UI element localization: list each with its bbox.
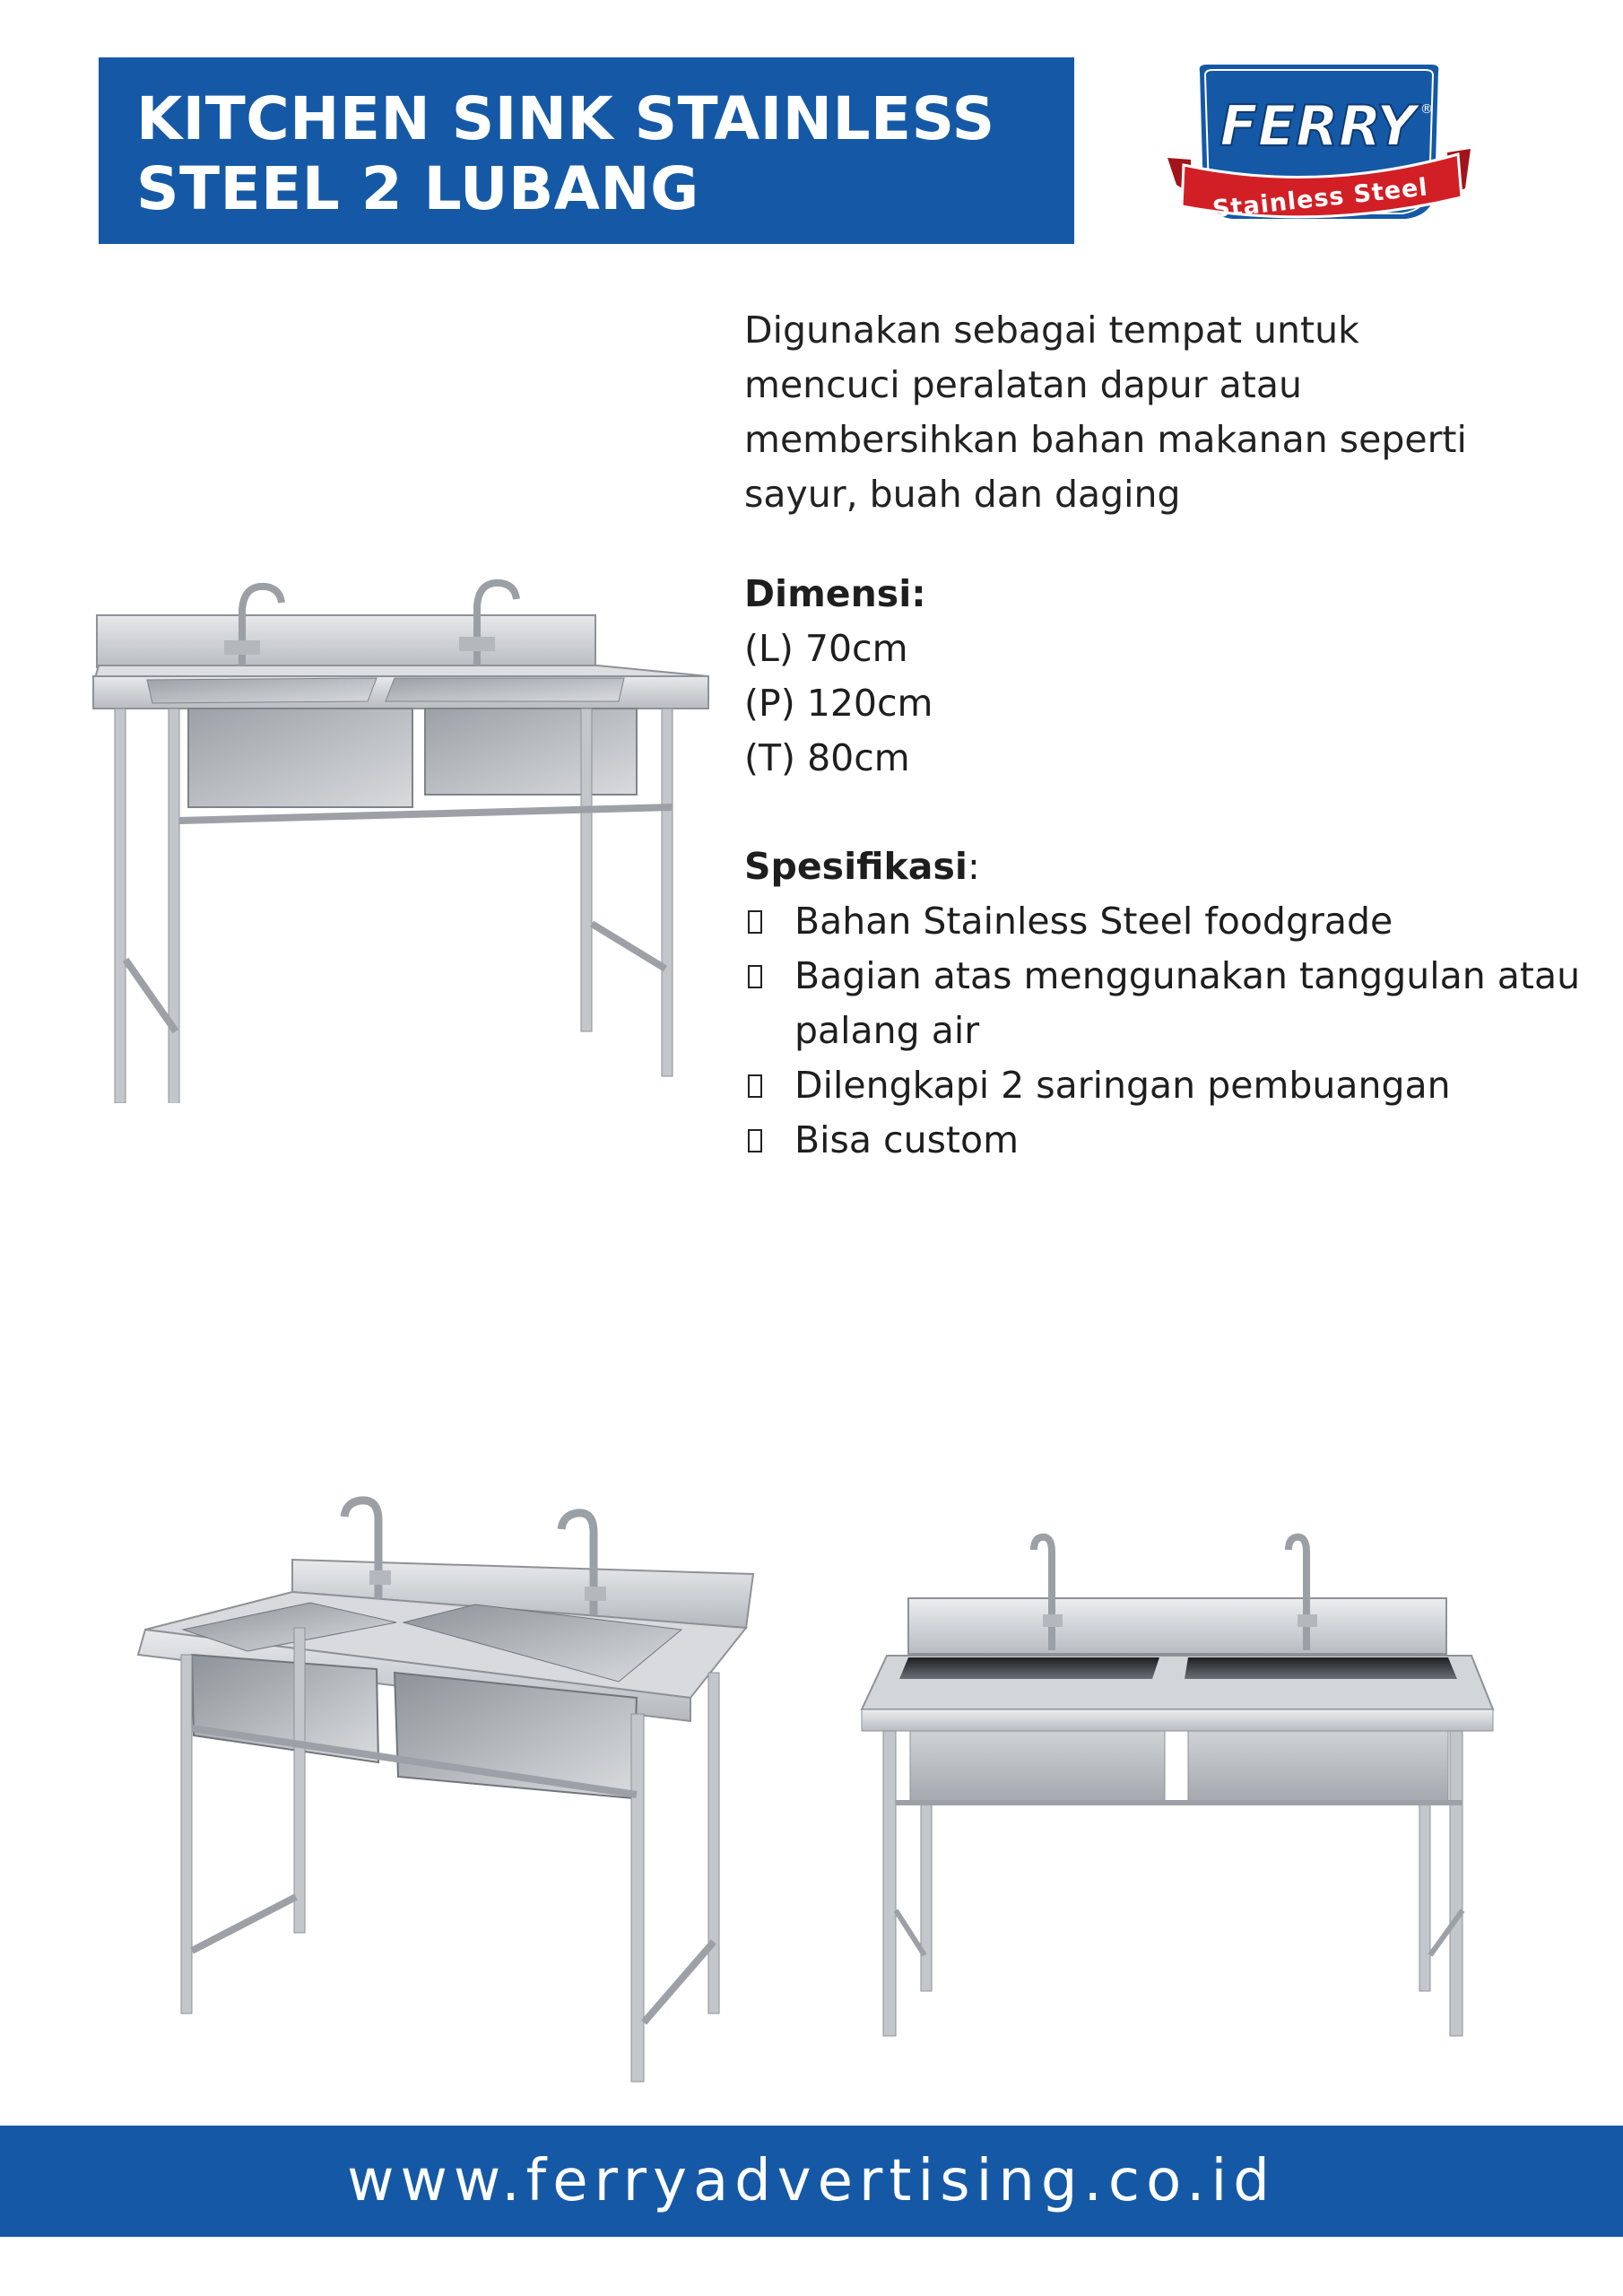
logo-brand: FERRY xyxy=(1219,93,1417,159)
title-line-1: KITCHEN SINK STAINLESS xyxy=(136,84,995,153)
dimensions-section xyxy=(744,567,933,786)
website-url[interactable]: www.ferryadvertising.co.id xyxy=(347,2148,1276,2214)
specifications-colon: : xyxy=(967,845,980,888)
title-line-2: STEEL 2 LUBANG xyxy=(136,154,699,223)
sink-image-main xyxy=(90,565,717,1103)
spec-item: Bahan Stainless Steel foodgrade xyxy=(744,894,1605,949)
specifications-heading: Spesifikasi xyxy=(744,845,968,888)
ferry-logo xyxy=(1164,59,1474,239)
spec-item: Dilengkapi 2 saringan pembuangan xyxy=(744,1058,1605,1113)
specifications-list xyxy=(744,894,1605,1168)
product-description xyxy=(744,303,1551,522)
checkbox-icon xyxy=(748,1129,762,1152)
checkbox-icon xyxy=(748,1074,762,1098)
dimension-length: (P) 120cm xyxy=(744,682,933,725)
description-line: sayur, buah dan daging xyxy=(744,473,1181,516)
specifications-heading-row xyxy=(744,839,1605,894)
checkbox-icon xyxy=(748,965,762,988)
dimensions-heading: Dimensi: xyxy=(744,572,926,615)
dimension-height: (T) 80cm xyxy=(744,736,910,779)
sink-image-angle xyxy=(135,1493,762,2085)
logo-registered: ® xyxy=(1420,102,1433,117)
specifications-section xyxy=(744,839,1605,1168)
logo-tagline: Stainless Steel xyxy=(1211,173,1430,224)
footer-bar xyxy=(0,2126,1623,2237)
description-line: Digunakan sebagai tempat untuk xyxy=(744,309,1359,352)
spec-item: Bagian atas menggunakan tanggulan atau palang air xyxy=(744,949,1605,1058)
sink-image-front xyxy=(856,1525,1502,2045)
dimension-width: (L) 70cm xyxy=(744,627,908,670)
title-banner xyxy=(99,57,1074,244)
description-line: mencuci peralatan dapur atau xyxy=(744,363,1302,406)
checkbox-icon xyxy=(748,910,762,934)
spec-item: Bisa custom xyxy=(744,1113,1605,1168)
description-line: membersihkan bahan makanan seperti xyxy=(744,418,1467,461)
